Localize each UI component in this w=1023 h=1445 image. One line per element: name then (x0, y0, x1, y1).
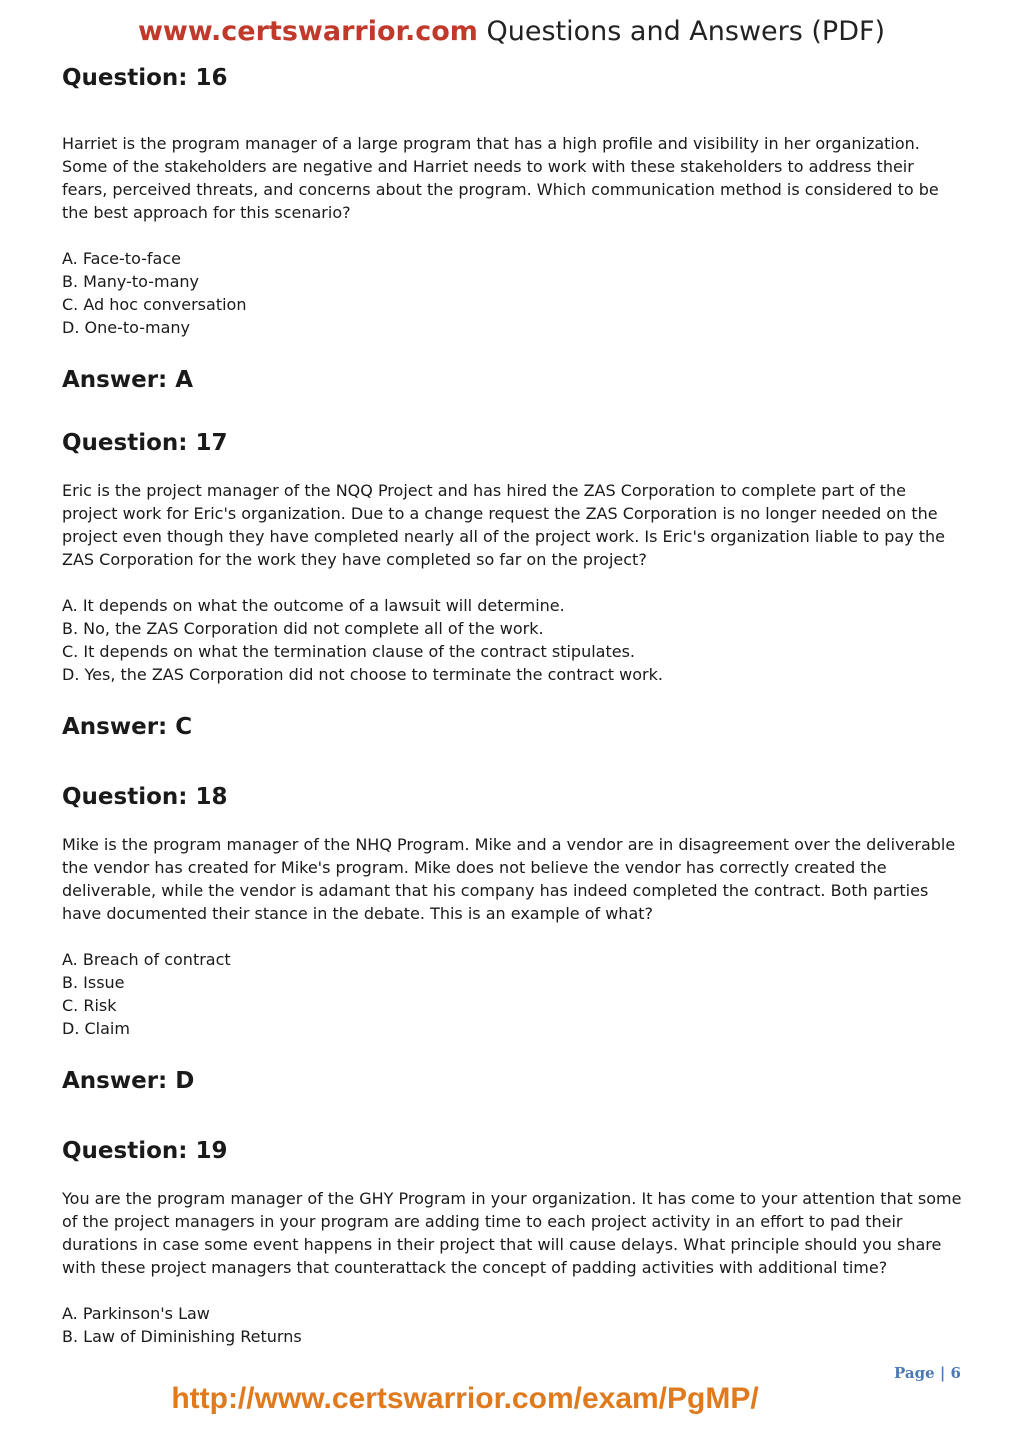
question-block (62, 781, 962, 1097)
question-block (62, 62, 962, 396)
option: B. Issue (62, 973, 125, 992)
option: D. Claim (62, 1019, 130, 1038)
options-list (62, 594, 962, 686)
header-title: Questions and Answers (PDF) (477, 16, 886, 47)
question-text: Eric is the project manager of the NQQ Project and has hired the ZAS Corporation to complete part of the project work for Eric's organization. Due to a change request the ZAS Corporation is no longer needed on the project even though they have completed nearly all of the project work. Is Eric's organization liable to pay the ZAS Corporation for the work they have completed so far on the project? (62, 481, 945, 569)
answer: Answer: C (62, 714, 193, 740)
answer: Answer: A (62, 367, 194, 393)
option: C. It depends on what the termination clause of the contract stipulates. (62, 642, 635, 661)
options-list (62, 948, 962, 1040)
option: A. Breach of contract (62, 950, 231, 969)
answer: Answer: D (62, 1068, 195, 1094)
site-name[interactable]: www.certswarrior.com (137, 16, 478, 47)
option: A. It depends on what the outcome of a lawsuit will determine. (62, 596, 565, 615)
question-title: Question: 16 (62, 65, 228, 91)
option: B. Many-to-many (62, 272, 199, 291)
options-list (62, 1302, 962, 1348)
page-number: Page | 6 (894, 1364, 961, 1382)
question-title: Question: 19 (62, 1138, 228, 1164)
page-header (0, 14, 1023, 50)
footer-link[interactable]: http://www.certswarrior.com/exam/PgMP/ (171, 1382, 759, 1415)
option: D. Yes, the ZAS Corporation did not choose to terminate the contract work. (62, 665, 663, 684)
question-block (62, 427, 962, 743)
option: B. Law of Diminishing Returns (62, 1327, 302, 1346)
options-list (62, 247, 962, 339)
question-text: Mike is the program manager of the NHQ Program. Mike and a vendor are in disagreement over the deliverable the vendor has created for Mike's program. Mike does not believe the vendor has correctly created the deliverable, while the vendor is adamant that his company has indeed completed the contract. Both parties have documented their stance in the debate. This is an example of what? (62, 835, 956, 923)
option: C. Risk (62, 996, 117, 1015)
option: C. Ad hoc conversation (62, 295, 247, 314)
question-text: You are the program manager of the GHY Program in your organization. It has come to your attention that some of the project managers in your program are adding time to each project activity in an effort to pad their durations in case some event happens in their project that will cause delays. What principle should you share with these project managers that counterattack the concept of padding activities with additional time? (62, 1189, 962, 1277)
question-text: Harriet is the program manager of a large program that has a high profile and visibility in her organization. Some of the stakeholders are negative and Harriet needs to work with these stakeholders to address their fears, perceived threats, and concerns about the program. Which communication method is considered to be the best approach for this scenario? (62, 134, 939, 222)
option: A. Parkinson's Law (62, 1304, 210, 1323)
option: B. No, the ZAS Corporation did not complete all of the work. (62, 619, 544, 638)
question-title: Question: 18 (62, 784, 228, 810)
option: D. One-to-many (62, 318, 190, 337)
option: A. Face-to-face (62, 249, 181, 268)
question-block (62, 1135, 962, 1348)
question-title: Question: 17 (62, 430, 228, 456)
